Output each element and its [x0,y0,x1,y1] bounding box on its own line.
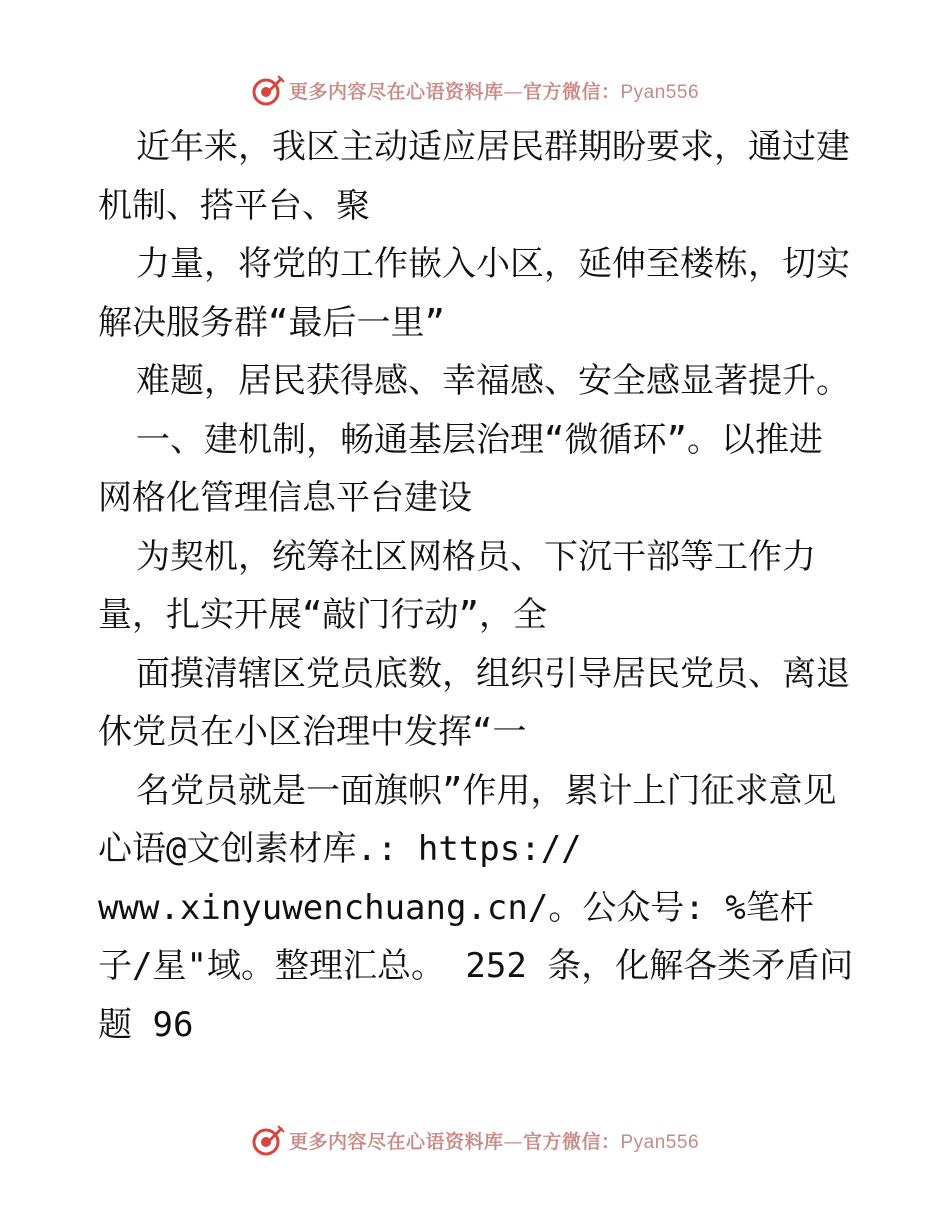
banner-text: 更多内容尽在心语资料库—官方微信：Pyan556 [288,80,700,103]
banner-text: 更多内容尽在心语资料库—官方微信：Pyan556 [288,1130,700,1153]
quill-logo-icon [251,1123,285,1157]
text-line: 子/星"域。整理汇总。 252 条，化解各类矛盾问 [98,946,854,986]
document-body [98,118,858,1054]
text-line: 难题，居民获得感、幸福感、安全感显著提升。 [136,361,850,401]
text-line: 力量，将党的工作嵌入小区，延伸至楼栋，切实 [136,244,850,284]
text-line: www.xinyuwenchuang.cn/。公众号: %笔杆 [98,887,814,928]
wechat-id: Pyan556 [620,1131,700,1153]
text-line: 近年来，我区主动适应居民群期盼要求，通过建 [136,127,850,167]
wechat-id: Pyan556 [620,81,700,103]
text-line: 解决服务群“最后一里” [98,302,445,343]
text-line: 为契机，统筹社区网格员、下沉干部等工作力 [136,536,816,577]
text-line: 机制、搭平台、聚 [98,185,370,226]
text-line: 休党员在小区治理中发挥“一 [98,712,527,752]
text-line: 量，扎实开展“敲门行动”，全 [98,595,547,635]
header-banner [0,70,950,110]
text-line: 题 96 [98,1004,194,1045]
text-line: 一、建机制，畅通基层治理“微循环”。以推进 [136,419,823,460]
text-line: 名党员就是一面旗帜”作用，累计上门征求意见 [136,770,837,811]
text-line: 面摸清辖区党员底数，组织引导居民党员、离退 [136,653,850,694]
footer-banner [0,1120,950,1160]
text-line: 心语@文创素材库.: https:// [98,829,582,869]
quill-logo-icon [251,73,285,107]
text-line: 网格化管理信息平台建设 [98,478,472,518]
